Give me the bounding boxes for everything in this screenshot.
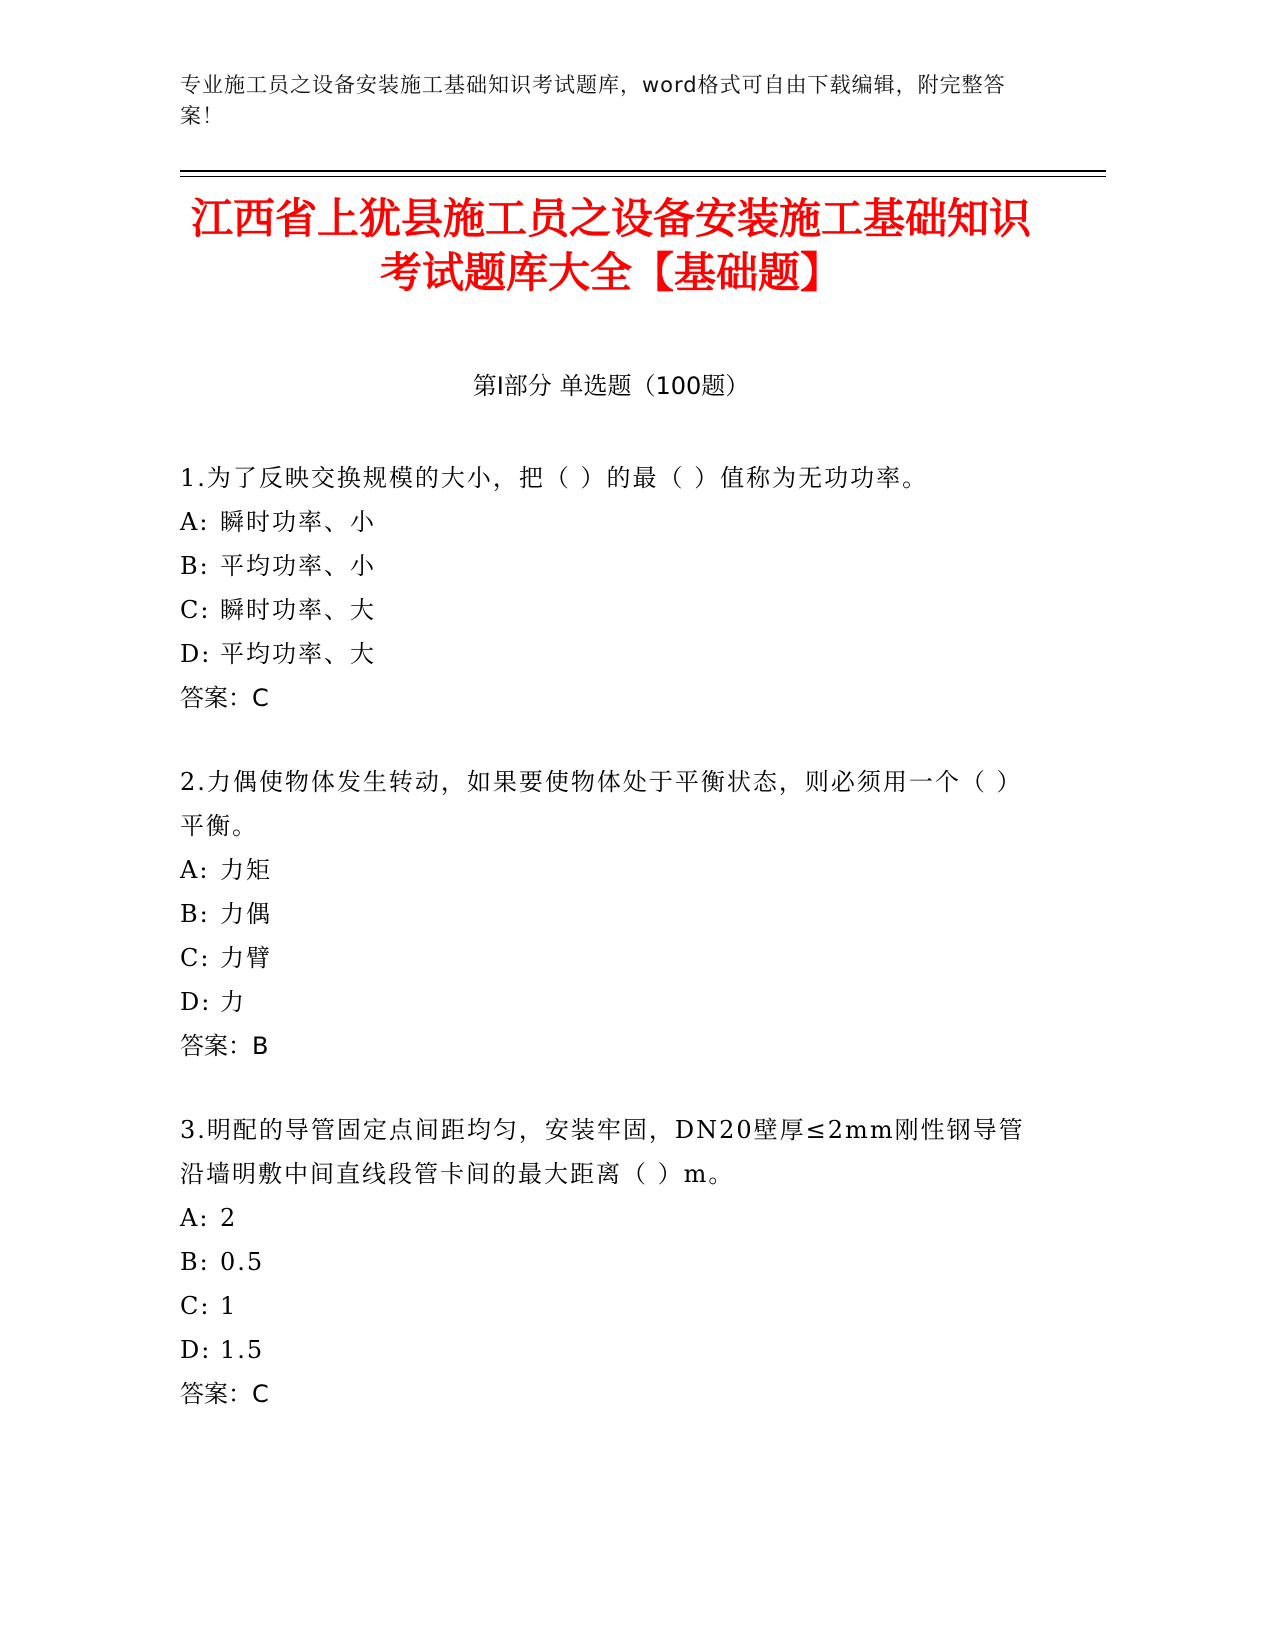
option-text: 瞬时功率、小 bbox=[220, 508, 376, 536]
option-text: 力臂 bbox=[220, 944, 272, 972]
option-letter: A: bbox=[180, 508, 210, 536]
option-b bbox=[180, 544, 1030, 588]
option-text: 力偶 bbox=[220, 900, 272, 928]
option-letter: D: bbox=[180, 1336, 212, 1364]
option-letter: C: bbox=[180, 1292, 211, 1320]
option-text: 力矩 bbox=[220, 856, 272, 884]
option-text: 0.5 bbox=[220, 1248, 265, 1276]
option-d bbox=[180, 980, 1030, 1024]
answer-label: 答案：C bbox=[180, 1380, 269, 1408]
option-c bbox=[180, 1284, 1030, 1328]
option-c bbox=[180, 588, 1030, 632]
option-letter: A: bbox=[180, 1204, 210, 1232]
option-letter: B: bbox=[180, 552, 210, 580]
option-letter: C: bbox=[180, 944, 211, 972]
option-letter: D: bbox=[180, 640, 212, 668]
document-title: 江西省上犹县施工员之设备安装施工基础知识考试题库大全【基础题】 bbox=[190, 194, 1031, 297]
header-rule-thin bbox=[180, 176, 1106, 177]
header-note: 专业施工员之设备安装施工基础知识考试题库，word格式可自由下载编辑，附完整答案！ bbox=[180, 73, 1006, 128]
option-b bbox=[180, 1240, 1030, 1284]
question-2 bbox=[180, 760, 1030, 1068]
answer-label: 答案：C bbox=[180, 684, 269, 712]
option-text: 瞬时功率、大 bbox=[220, 596, 376, 624]
section-title: 第Ⅰ部分 单选题（100题） bbox=[472, 372, 750, 400]
question-1 bbox=[180, 456, 1030, 720]
option-c bbox=[180, 936, 1030, 980]
option-letter: D: bbox=[180, 988, 212, 1016]
answer-label: 答案：B bbox=[180, 1032, 269, 1060]
option-a bbox=[180, 1196, 1030, 1240]
question-stem: 2.力偶使物体发生转动，如果要使物体处于平衡状态，则必须用一个（ ）平衡。 bbox=[180, 768, 1023, 840]
header-rule-thick bbox=[180, 170, 1106, 172]
question-stem: 3.明配的导管固定点间距均匀，安装牢固，DN20壁厚≤2mm刚性钢导管沿墙明敷中间直线段管卡间的最大距离（ ）m。 bbox=[180, 1116, 1025, 1188]
option-text: 力 bbox=[220, 988, 246, 1016]
question-stem: 1.为了反映交换规模的大小，把（ ）的最（ ）值称为无功功率。 bbox=[180, 464, 929, 492]
option-d bbox=[180, 1328, 1030, 1372]
option-letter: C: bbox=[180, 596, 211, 624]
option-a bbox=[180, 848, 1030, 892]
option-letter: A: bbox=[180, 856, 210, 884]
option-text: 2 bbox=[220, 1204, 238, 1232]
option-text: 1.5 bbox=[220, 1336, 265, 1364]
option-letter: B: bbox=[180, 900, 210, 928]
option-b bbox=[180, 892, 1030, 936]
option-letter: B: bbox=[180, 1248, 210, 1276]
option-d bbox=[180, 632, 1030, 676]
option-text: 平均功率、大 bbox=[220, 640, 376, 668]
question-3 bbox=[180, 1108, 1030, 1416]
option-a bbox=[180, 500, 1030, 544]
option-text: 平均功率、小 bbox=[220, 552, 376, 580]
option-text: 1 bbox=[220, 1292, 238, 1320]
